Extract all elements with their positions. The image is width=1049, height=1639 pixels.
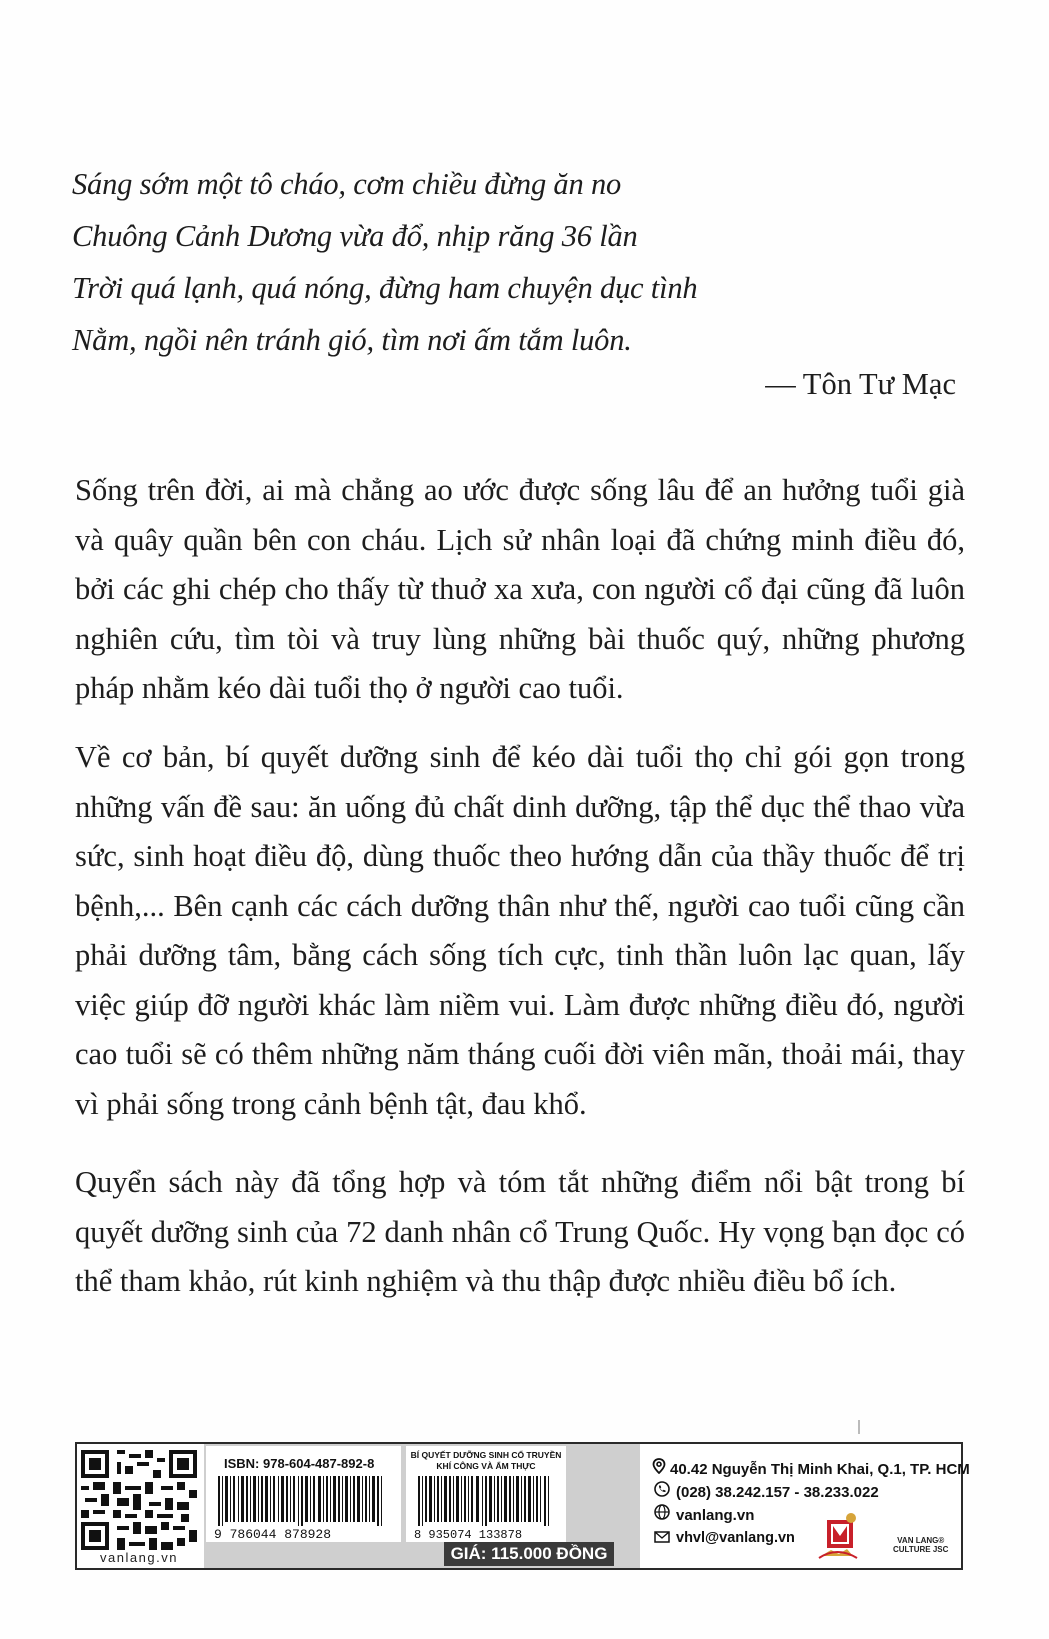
product-barcode-block <box>406 1446 566 1542</box>
logo-text <box>893 1536 948 1554</box>
envelope-icon <box>652 1527 672 1550</box>
qr-code-icon <box>81 1450 197 1550</box>
scan-mark <box>858 1420 860 1434</box>
poem-line-2: Chuông Cảnh Dương vừa đổ, nhịp răng 36 lần <box>72 219 638 253</box>
location-pin-icon <box>652 1458 666 1481</box>
website-link[interactable]: vanlang.vn <box>676 1507 755 1524</box>
phone-text: (028) 38.242.157 - 38.233.022 <box>676 1484 879 1501</box>
contact-phone <box>652 1481 902 1504</box>
barcode1-digits: 9 786044 878928 <box>214 1527 332 1540</box>
epigraph-poem <box>72 158 952 366</box>
qr-caption: vanlang.vn <box>100 1550 178 1565</box>
globe-icon <box>652 1504 672 1527</box>
contact-address <box>652 1458 970 1481</box>
barcode2-digits: 8 935074 133878 <box>414 1528 523 1540</box>
poem-line-1: Sáng sớm một tô cháo, cơm chiều đừng ăn no <box>72 167 622 201</box>
isbn-label: ISBN: 978-604-487-892-8 <box>224 1456 375 1471</box>
poem-line-4: Nằm, ngồi nên tránh gió, tìm nơi ấm tắm luôn. <box>72 323 632 357</box>
body-paragraph-3: Quyển sách này đã tổng hợp và tóm tắt những điểm nổi bật trong bí quyết dưỡng sinh của 72 danh nhân cổ Trung Quốc. Hy vọng bạn đọc có thể tham khảo, rút kinh nghiệm và thu thập được nhiều điều bổ ích. <box>75 1165 965 1298</box>
series-title: BÍ QUYẾT DƯỠNG SINH CỔ TRUYỀN KHÍ CÔNG VÀ ẨM THỰC <box>410 1450 562 1471</box>
logo-text-line2: CULTURE JSC <box>893 1545 949 1554</box>
isbn-barcode-icon <box>214 1476 396 1540</box>
price-label: GIÁ: 115.000 ĐỒNG <box>444 1542 614 1566</box>
qr-code <box>81 1450 197 1554</box>
address-text: 40.42 Nguyễn Thị Minh Khai, Q.1, TP. HCM <box>670 1461 970 1478</box>
body-paragraph-1: Sống trên đời, ai mà chẳng ao ước được sống lâu để an hưởng tuổi già và quây quần bên con cháu. Lịch sử nhân loại đã chứng minh điều đó, bởi các ghi chép cho thấy từ thuở xa xưa, con người cổ đại cũng đã luôn nghiên cứu, tìm tòi và truy lùng những bài thuốc quý, những phương pháp nhằm kéo dài tuổi thọ ở người cao tuổi. <box>75 473 965 705</box>
isbn-barcode-block <box>206 1446 401 1542</box>
body-paragraph-2: Về cơ bản, bí quyết dưỡng sinh để kéo dài tuổi thọ chỉ gói gọn trong những vấn đề sau: ăn uống đủ chất dinh dưỡng, tập thể dục thể thao vừa sức, sinh hoạt điều độ, dùng thuốc theo hướng dẫn của thầy thuốc để trị bệnh,... Bên cạnh các cách dưỡng thân như thế, người cao tuổi cũng cần phải dưỡng tâm, bằng cách sống tích cực, tinh thần luôn lạc quan, lấy việc giúp đỡ người khác làm niềm vui. Làm được những điều đó, người cao tuổi sẽ có thêm những năm tháng cuối đời viên mãn, thoải mái, thay vì phải sống trong cảnh bệnh tật, đau khổ. <box>75 740 965 1121</box>
publisher-info-band <box>75 1442 970 1570</box>
poem-attribution: — Tôn Tư Mạc <box>765 367 956 401</box>
product-barcode-icon <box>414 1476 562 1540</box>
phone-icon <box>652 1481 672 1504</box>
email-link[interactable]: vhvl@vanlang.vn <box>676 1530 795 1546</box>
barcode-area <box>204 1444 640 1568</box>
logo-text-line1: VAN LANG® <box>897 1536 945 1545</box>
poem-line-3: Trời quá lạnh, quá nóng, đừng ham chuyện dục tình <box>72 271 698 305</box>
